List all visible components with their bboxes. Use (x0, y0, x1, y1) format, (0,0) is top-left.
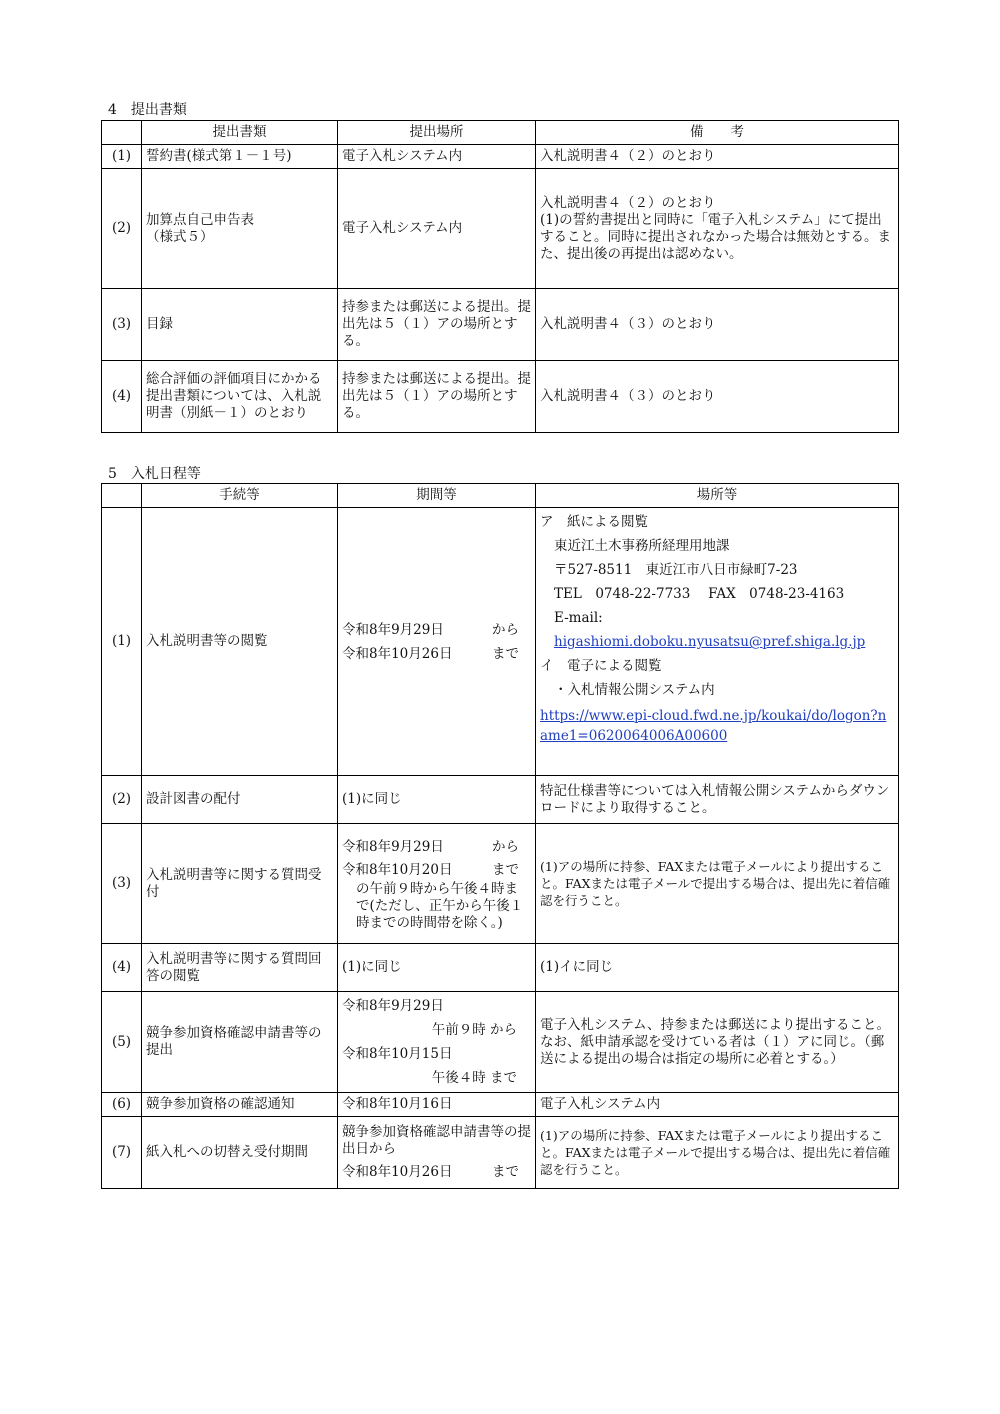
table-row (102, 1093, 899, 1117)
document-name: 目録 (142, 289, 338, 361)
until-label: まで (492, 1164, 519, 1180)
procedure: 入札説明書等に関する質問受付 (142, 824, 338, 944)
end-date: 令和8年10月15日 (342, 1046, 453, 1062)
row-number: (3) (102, 289, 142, 361)
note-line: (1)の誓約書提出と同時に「電子入札システム」にて提出すること。同時に提出されなかった場合は無効とする。また、提出後の再提出は認めない。 (540, 211, 891, 262)
paper-viewing-label: ア 紙による閲覧 (540, 514, 648, 530)
until-label: まで (492, 645, 519, 662)
submission-place: 電子入札システム内 (338, 169, 536, 289)
submission-place: 電子入札システム内 (338, 145, 536, 169)
document-name: 加算点自己申告表 （様式５） (142, 169, 338, 289)
period (338, 508, 536, 776)
email-label: E-mail: (554, 610, 603, 626)
email-link[interactable]: higashiomi.doboku.nyusatsu@pref.shiga.lg.jp (554, 634, 866, 650)
end-date: 令和8年10月26日 (342, 645, 453, 662)
period-start (342, 835, 531, 859)
note-line: 入札説明書４（２）のとおり (540, 194, 716, 211)
until-label: まで (492, 862, 519, 878)
start-date: 令和8年9月29日 (342, 998, 444, 1014)
table-row (102, 169, 899, 289)
note: 入札説明書４（２）のとおり (536, 145, 899, 169)
postal-address: 〒527-8511 東近江市八日市緑町7-23 (554, 562, 798, 578)
from-label: から (492, 621, 519, 638)
period-end (342, 859, 531, 881)
procedure: 競争参加資格確認申請書等の提出 (142, 992, 338, 1093)
note: 入札説明書４（３）のとおり (536, 361, 899, 433)
electronic-viewing-label: イ 電子による閲覧 (540, 658, 662, 674)
period (338, 824, 536, 944)
row-number: (2) (102, 776, 142, 824)
from-label: から (492, 839, 519, 855)
row-number: (6) (102, 1093, 142, 1117)
end-date: 令和8年10月26日 (342, 1164, 453, 1180)
period-start: 競争参加資格確認申請書等の提出日から (342, 1124, 531, 1157)
office-name: 東近江土木事務所経理用地課 (554, 538, 730, 554)
location: (1)アの場所に持参、FAXまたは電子メールにより提出すること。FAXまたは電子メールで提出する場合は、提出先に着信確認を行うこと。 (536, 1117, 899, 1189)
period: (1)に同じ (338, 944, 536, 992)
row-number: (4) (102, 944, 142, 992)
period-end (342, 642, 531, 666)
header-place: 提出場所 (338, 121, 536, 145)
header-notes: 備 考 (536, 121, 899, 145)
location: 電子入札システム、持参または郵送により提出すること。なお、紙申請承認を受けている者は（１）アに同じ。（郵送による提出の場合は指定の場所に必着とする。） (536, 992, 899, 1093)
period: 令和8年10月16日 (338, 1093, 536, 1117)
start-date: 令和8年9月29日 (342, 839, 444, 855)
submission-place: 持参または郵送による提出。提出先は５（１）アの場所とする。 (338, 361, 536, 433)
row-number: (4) (102, 361, 142, 433)
period-note: の午前９時から午後４時まで(ただし、正午から午後１時までの時間帯を除く。) (356, 881, 524, 931)
period: (1)に同じ (338, 776, 536, 824)
period (338, 992, 536, 1093)
table-row (102, 824, 899, 944)
row-number: (1) (102, 145, 142, 169)
bidding-schedule-table (101, 483, 899, 1189)
procedure: 入札説明書等の閲覧 (142, 508, 338, 776)
procedure: 競争参加資格の確認通知 (142, 1093, 338, 1117)
tel-fax: TEL 0748-22-7733 FAX 0748-23-4163 (554, 586, 845, 602)
section-5-title: 5 入札日程等 (108, 466, 201, 482)
table-row (102, 944, 899, 992)
location: (1)アの場所に持参、FAXまたは電子メールにより提出すること。FAXまたは電子メールで提出する場合は、提出先に着信確認を行うこと。 (536, 824, 899, 944)
system-name: ・入札情報公開システム内 (554, 682, 715, 698)
table-row (102, 776, 899, 824)
row-number: (7) (102, 1117, 142, 1189)
system-url-link[interactable]: https://www.epi-cloud.fwd.ne.jp/koukai/do/logon?name1=0620064006A00600 (540, 708, 887, 744)
table-row (102, 145, 899, 169)
table-row (102, 992, 899, 1093)
header-location: 場所等 (536, 484, 899, 508)
table-header-row (102, 121, 899, 145)
period (338, 1117, 536, 1189)
section-4-title: 4 提出書類 (108, 102, 187, 118)
header-documents: 提出書類 (142, 121, 338, 145)
end-time: 午後４時 まで (431, 1070, 517, 1086)
document-name: 誓約書(様式第１－１号) (142, 145, 338, 169)
row-number: (3) (102, 824, 142, 944)
header-blank (102, 484, 142, 508)
procedure: 紙入札への切替え受付期間 (142, 1117, 338, 1189)
header-period: 期間等 (338, 484, 536, 508)
note (536, 169, 899, 289)
row-number: (1) (102, 508, 142, 776)
start-date: 令和8年9月29日 (342, 621, 444, 638)
submission-documents-table (101, 120, 899, 433)
period-end (342, 1164, 531, 1181)
procedure: 入札説明書等に関する質問回答の閲覧 (142, 944, 338, 992)
table-header-row (102, 484, 899, 508)
location: (1)イに同じ (536, 944, 899, 992)
row-number: (5) (102, 992, 142, 1093)
location: 電子入札システム内 (536, 1093, 899, 1117)
table-row (102, 361, 899, 433)
row-number: (2) (102, 169, 142, 289)
submission-place: 持参または郵送による提出。提出先は５（１）アの場所とする。 (338, 289, 536, 361)
header-procedure: 手続等 (142, 484, 338, 508)
table-row (102, 508, 899, 776)
location: 特記仕様書等については入札情報公開システムからダウンロードにより取得すること。 (536, 776, 899, 824)
period-start (342, 618, 531, 642)
table-row (102, 1117, 899, 1189)
location (536, 508, 899, 776)
header-blank (102, 121, 142, 145)
document-name: 総合評価の評価項目にかかる提出書類については、入札説明書（別紙－１）のとおり (142, 361, 338, 433)
table-row (102, 289, 899, 361)
note: 入札説明書４（３）のとおり (536, 289, 899, 361)
procedure: 設計図書の配付 (142, 776, 338, 824)
start-time: 午前９時 から (431, 1022, 517, 1038)
end-date: 令和8年10月20日 (342, 862, 453, 878)
